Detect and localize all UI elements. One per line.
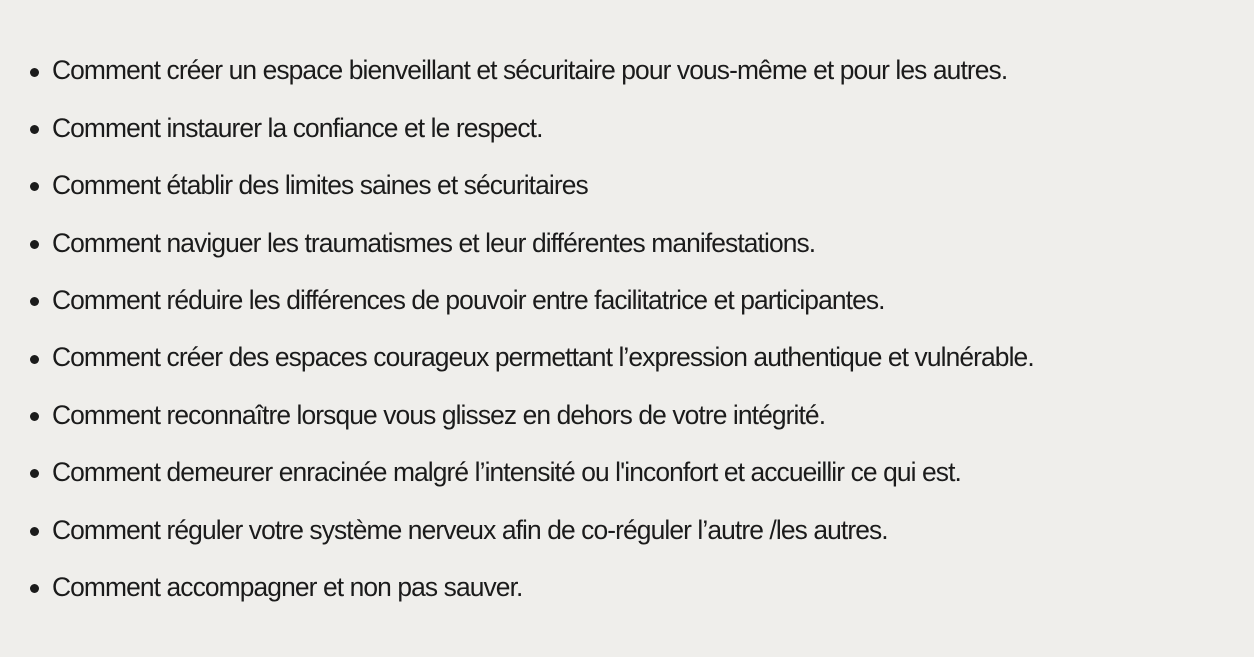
- bullet-icon: [30, 584, 39, 593]
- list-item: [28, 386, 1250, 443]
- bullet-icon: [30, 68, 39, 77]
- bullet-icon: [30, 412, 39, 421]
- bullet-icon: [30, 125, 39, 134]
- list-item-text: Comment instaurer la confiance et le respect.: [52, 112, 543, 143]
- bullet-icon: [30, 527, 39, 536]
- list-item: [28, 272, 1250, 329]
- list-item-text: Comment réduire les différences de pouvoir entre facilitatrice et participantes.: [52, 285, 885, 316]
- bullet-icon: [30, 240, 39, 249]
- list-item: [28, 214, 1250, 271]
- bullet-icon: [30, 469, 39, 478]
- list-item-text: Comment réguler votre système nerveux afin de co-réguler l’autre /les autres.: [52, 514, 888, 545]
- list-item: [28, 42, 1250, 99]
- list-item: [28, 329, 1250, 386]
- bullet-icon: [30, 297, 39, 306]
- bullet-icon: [30, 355, 39, 364]
- list-item-text: Comment reconnaître lorsque vous glissez en dehors de votre intégrité.: [52, 399, 826, 430]
- list-item: [28, 444, 1250, 501]
- content-area: [28, 42, 1250, 616]
- list-item-text: Comment accompagner et non pas sauver.: [52, 572, 523, 602]
- list-item-text: Comment demeurer enracinée malgré l’intensité ou l'inconfort et accueillir ce qui est.: [52, 457, 961, 488]
- list-item: [28, 99, 1250, 156]
- list-item-text: Comment naviguer les traumatismes et leur différentes manifestations.: [52, 227, 816, 258]
- list-item: [28, 157, 1250, 214]
- list-item-text: Comment créer des espaces courageux permettant l’expression authentique et vulnérable.: [52, 342, 1034, 373]
- list-item: [28, 501, 1250, 558]
- bullet-icon: [30, 182, 39, 191]
- list-item: [28, 559, 1250, 616]
- list-item-text: Comment établir des limites saines et sécuritaires: [52, 170, 588, 201]
- bullet-list: [28, 42, 1250, 616]
- list-item-text: Comment créer un espace bienveillant et sécuritaire pour vous-même et pour les autres.: [52, 55, 1008, 86]
